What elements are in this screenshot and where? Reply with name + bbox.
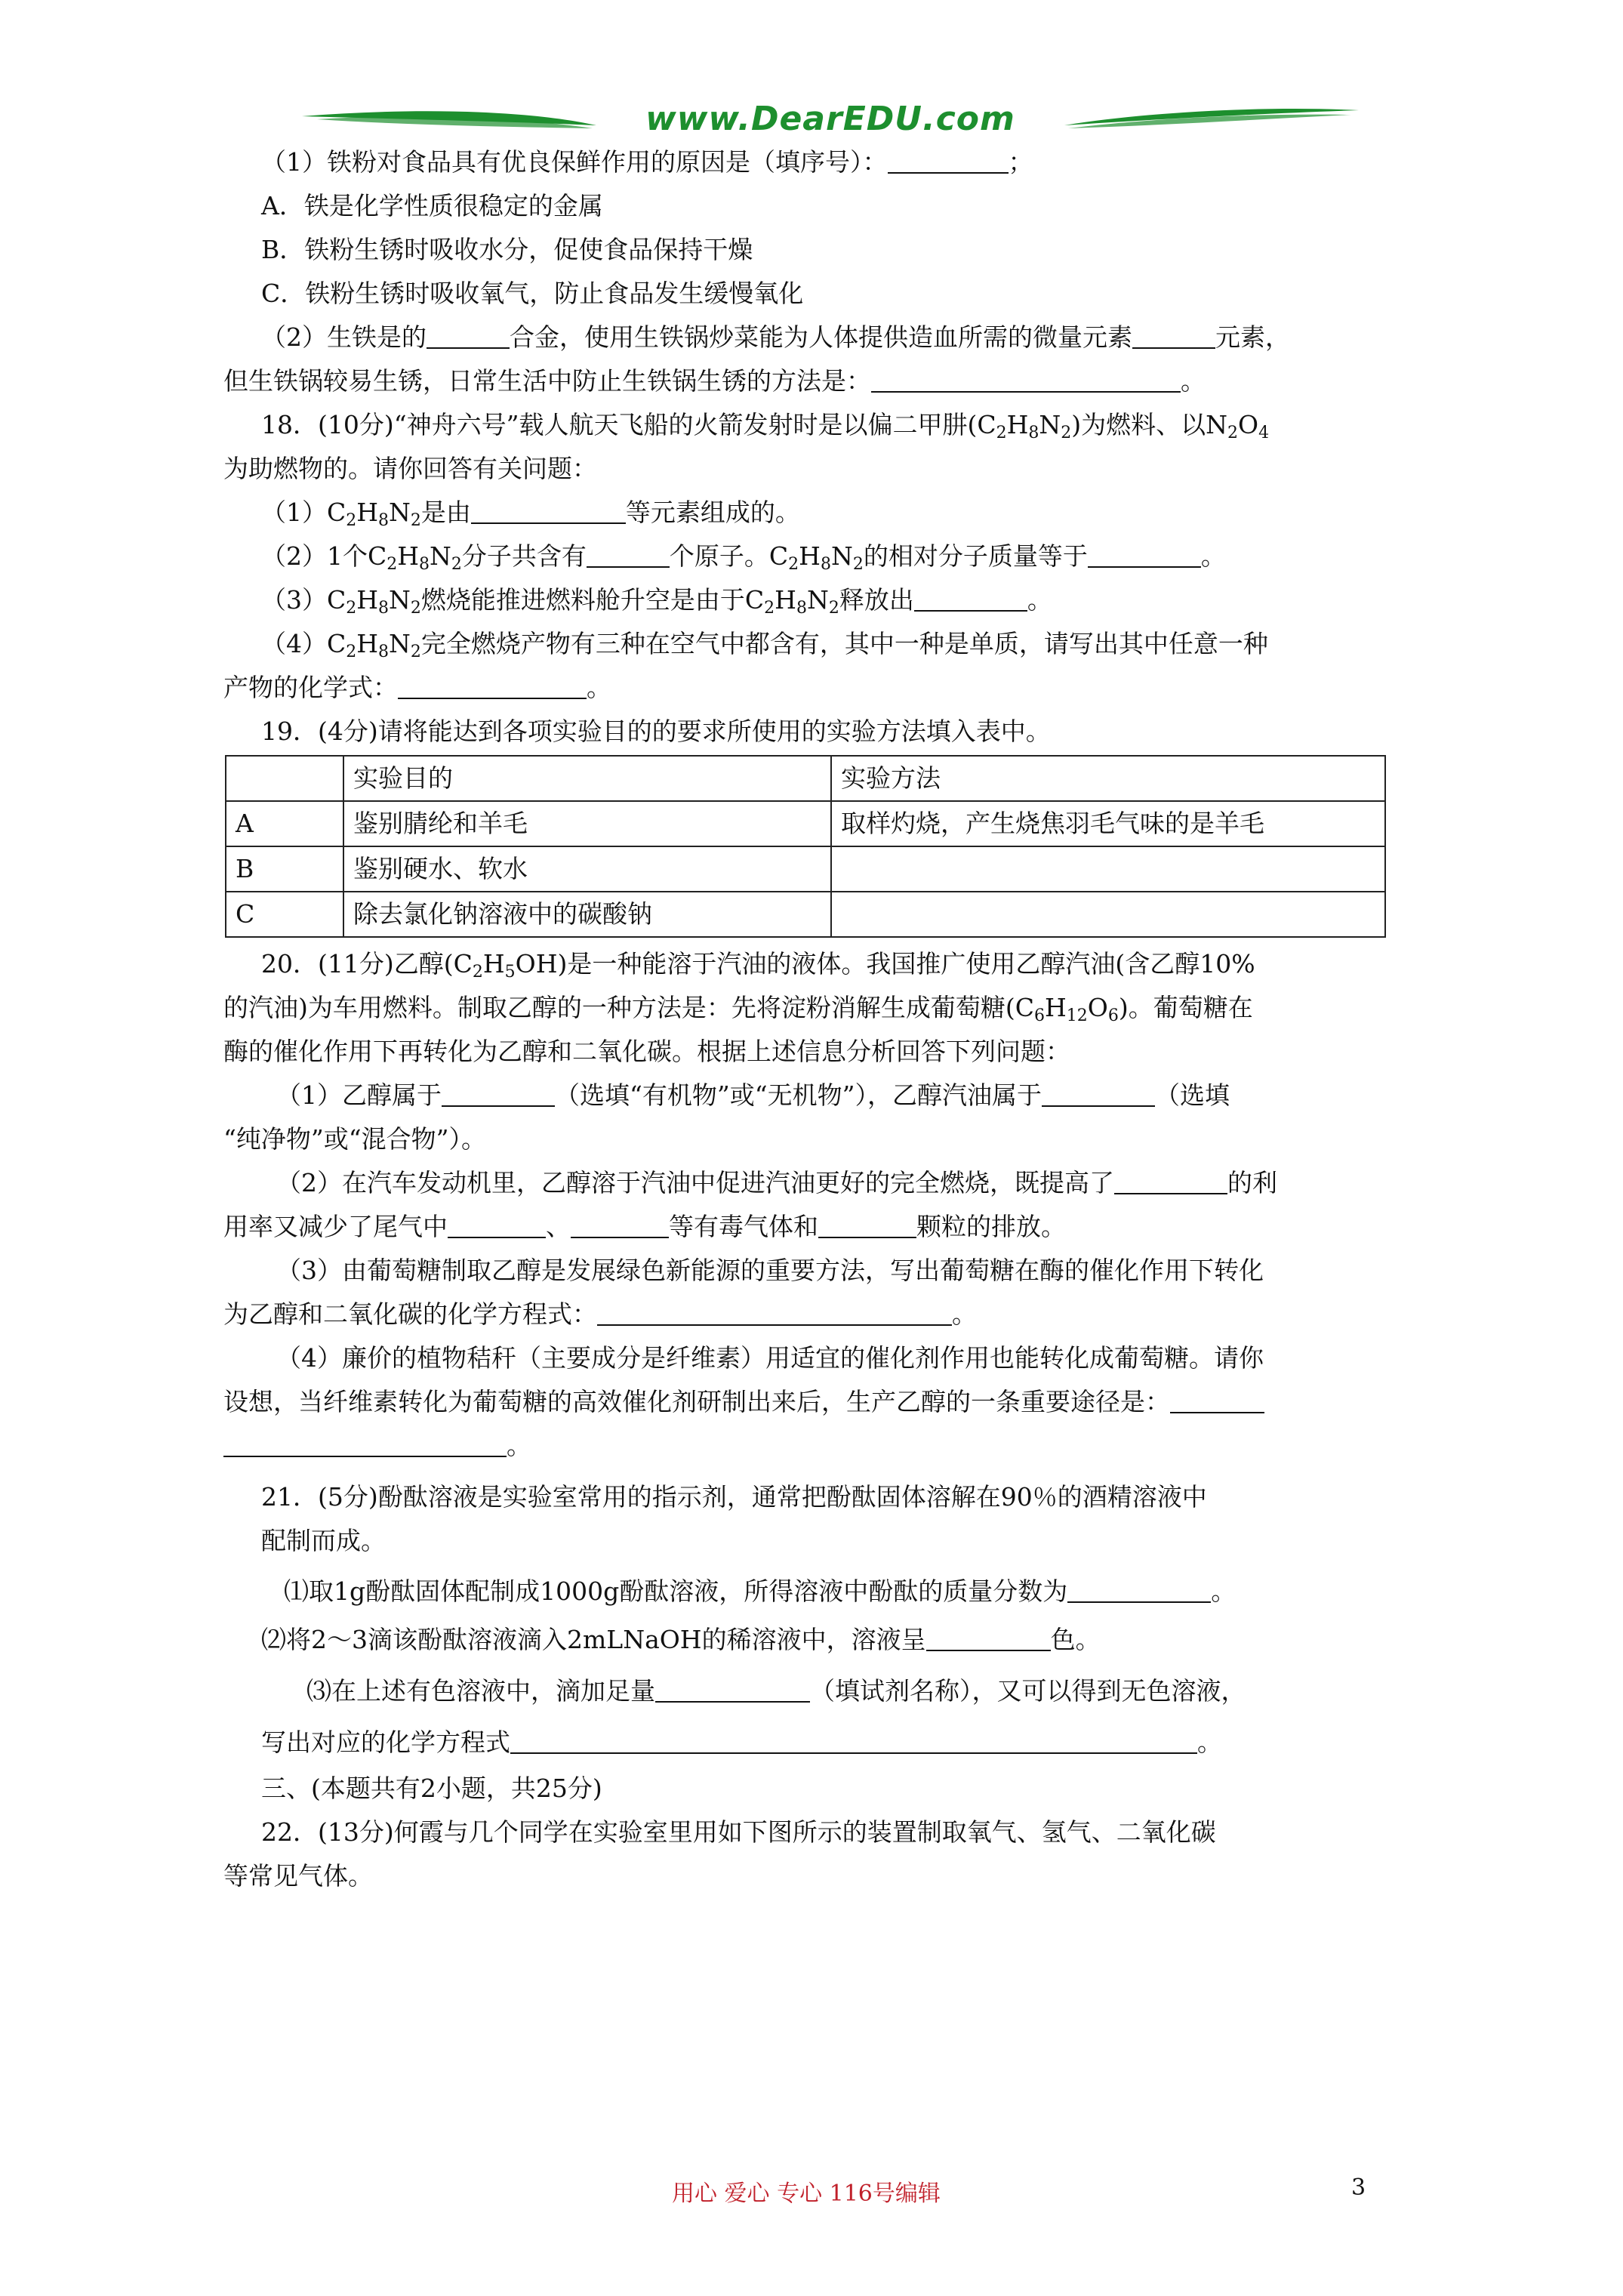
q20-intro-line2: 的汽油)为车用燃料。制取乙醇的一种方法是：先将淀粉消解生成葡萄糖$(C_6H_{12}O_6)$。葡萄糖在 [223,993,1253,1025]
table-row [226,801,1385,846]
answer-blank[interactable] [1067,1576,1211,1603]
answer-blank[interactable] [471,497,626,524]
q17-option-a: A．铁是化学性质很稳定的金属 [261,191,603,220]
answer-blank[interactable] [655,1675,810,1703]
table-row [226,892,1385,937]
q21-sub1: ⑴取1g酚酞固体配制成1000g酚酞溶液，所得溶液中酚酞的质量分数为 。 [284,1576,1236,1606]
answer-blank[interactable] [1170,1386,1264,1413]
answer-blank[interactable] [1042,1080,1155,1107]
q18-intro: 18．(10分)“神舟六号”载人航天飞船的火箭发射时是以偏二甲肼$(C_2H_8N_2)$为燃料、以$N_2O_4$ [261,410,1270,442]
answer-blank[interactable] [597,1299,952,1326]
q20-intro-line3: 酶的催化作用下再转化为乙醇和二氧化碳。根据上述信息分析回答下列问题： [223,1037,1070,1066]
table-cell: 除去氯化钠溶液中的碳酸钠 [343,892,831,937]
page-footer [0,2174,1623,2212]
q17-option-b: B．铁粉生锈时吸收水分，促使食品保持干燥 [261,235,753,264]
q17-option-c: C．铁粉生锈时吸收氧气，防止食品发生缓慢氧化 [261,279,804,308]
answer-blank[interactable] [571,1211,669,1238]
q20-sub4: （4）廉价的植物秸秆（主要成分是纤维素）用适宜的催化剂作用也能转化成葡萄糖。请你 [276,1343,1264,1373]
table-cell: 鉴别硬水、软水 [343,846,831,892]
q18-sub2: （2）1个$C_2H_8N_2$分子共含有 个原子。$C_2H_8N_2$的相对分子质量等于 。 [261,541,1226,574]
answer-blank[interactable] [427,322,510,349]
table-cell: A [226,801,343,846]
q17-part1: （1）铁粉对食品具有优良保鲜作用的原因是（填序号）： ； [261,147,1033,177]
q21-intro: 21．(5分)酚酞溶液是实验室常用的指示剂，通常把酚酞固体溶解在90％的酒精溶液中 [261,1482,1207,1512]
answer-blank[interactable] [223,1430,507,1457]
q20-sub3: （3）由葡萄糖制取乙醇是发展绿色新能源的重要方法，写出葡萄糖在酶的催化作用下转化 [276,1256,1264,1285]
answer-blank[interactable] [398,672,587,699]
q20-sub2-cont: 用率又减少了尾气中 、 等有毒气体和 颗粒的排放。 [223,1212,1066,1241]
answer-blank[interactable] [510,1727,1197,1754]
table-header-row [226,756,1385,801]
q19-intro: 19．(4分)请将能达到各项实验目的的要求所使用的实验方法填入表中。 [261,717,1051,746]
q21-intro-cont: 配制而成。 [261,1526,386,1555]
answer-blank[interactable] [442,1080,555,1107]
answer-blank[interactable] [1132,322,1215,349]
section-heading: 三、(本题共有2小题，共25分) [261,1774,602,1803]
q20-sub3-cont: 为乙醇和二氧化碳的化学方程式： 。 [223,1299,977,1329]
answer-blank[interactable] [448,1211,546,1238]
q20-sub2: （2）在汽车发动机里，乙醇溶于汽油中促进汽油更好的完全燃烧，既提高了 的利 [276,1168,1277,1197]
document-body [223,140,1424,1898]
q22-intro: 22．(13分)何霞与几个同学在实验室里用如下图所示的装置制取氧气、氢气、二氧化碳 [261,1817,1216,1847]
q21-sub2: ⑵将2～3滴该酚酞溶液滴入2mLNaOH的稀溶液中，溶液呈 色。 [261,1625,1101,1654]
q17-part2-cont: 但生铁锅较易生锈，日常生活中防止生铁锅生锈的方法是： 。 [223,366,1206,396]
answer-blank[interactable] [888,146,1009,174]
q22-intro-cont: 等常见气体。 [223,1861,373,1891]
answer-blank[interactable] [926,1624,1051,1651]
experiment-table [225,755,1386,938]
table-header-cell: 实验目的 [343,756,831,801]
q20-sub1: （1）乙醇属于 （选填“有机物”或“无机物”），乙醇汽油属于 （选填 [276,1080,1230,1110]
q18-sub3: $(3)C_2H_8N_2$燃烧能推进燃料舱升空是由于$C_2H_8N_2$释放出 。 [261,585,1052,618]
table-cell: C [226,892,343,937]
table-cell: B [226,846,343,892]
q20-intro: 20．(11分)乙醇$(C_2H_5OH)$是一种能溶于汽油的液体。我国推广使用乙醇汽油(含乙醇10% [261,949,1255,982]
answer-blank[interactable] [914,584,1027,612]
table-header-cell [226,756,343,801]
table-header-cell: 实验方法 [831,756,1385,801]
table-answer-cell[interactable] [831,892,1385,937]
q18-sub4-cont: 产物的化学式： 。 [223,673,611,702]
table-row [226,846,1385,892]
footer-text: 用心 爱心 专心 116号编辑 [672,2180,941,2207]
q18-sub1: $(1)C_2H_8N_2$是由 等元素组成的。 [261,498,800,530]
answer-blank[interactable] [1088,541,1201,568]
answer-blank[interactable] [1114,1167,1227,1194]
q20-sub1-cont: “纯净物”或“混合物”）。 [223,1124,486,1154]
q18-intro-cont: 为助燃物的。请你回答有关问题： [223,454,597,483]
q20-sub4-cont: 设想，当纤维素转化为葡萄糖的高效催化剂研制出来后，生产乙醇的一条重要途径是： [223,1380,1424,1424]
answer-blank[interactable] [818,1211,916,1238]
table-answer-cell[interactable] [831,846,1385,892]
table-cell: 取样灼烧，产生烧焦羽毛气味的是羊毛 [831,801,1385,846]
table-cell: 鉴别腈纶和羊毛 [343,801,831,846]
site-brand: www.DearEDU.com [645,100,1015,138]
answer-blank[interactable] [871,365,1181,393]
q20-sub4-cont2: 。 [223,1424,1424,1468]
q17-part2: （2）生铁是的 合金，使用生铁锅炒菜能为人体提供造血所需的微量元素 元素， [261,322,1290,352]
q18-sub4: $(4)C_2H_8N_2$完全燃烧产物有三种在空气中都含有，其中一种是单质，请写出其中任意一种 [261,629,1268,661]
q21-sub3-cont: 写出对应的化学方程式 。 [261,1727,1222,1757]
page-number: 3 [1351,2174,1366,2201]
q21-sub3: ⑶在上述有色溶液中，滴加足量 （填试剂名称），又可以得到无色溶液， [306,1676,1246,1706]
answer-blank[interactable] [587,541,670,568]
